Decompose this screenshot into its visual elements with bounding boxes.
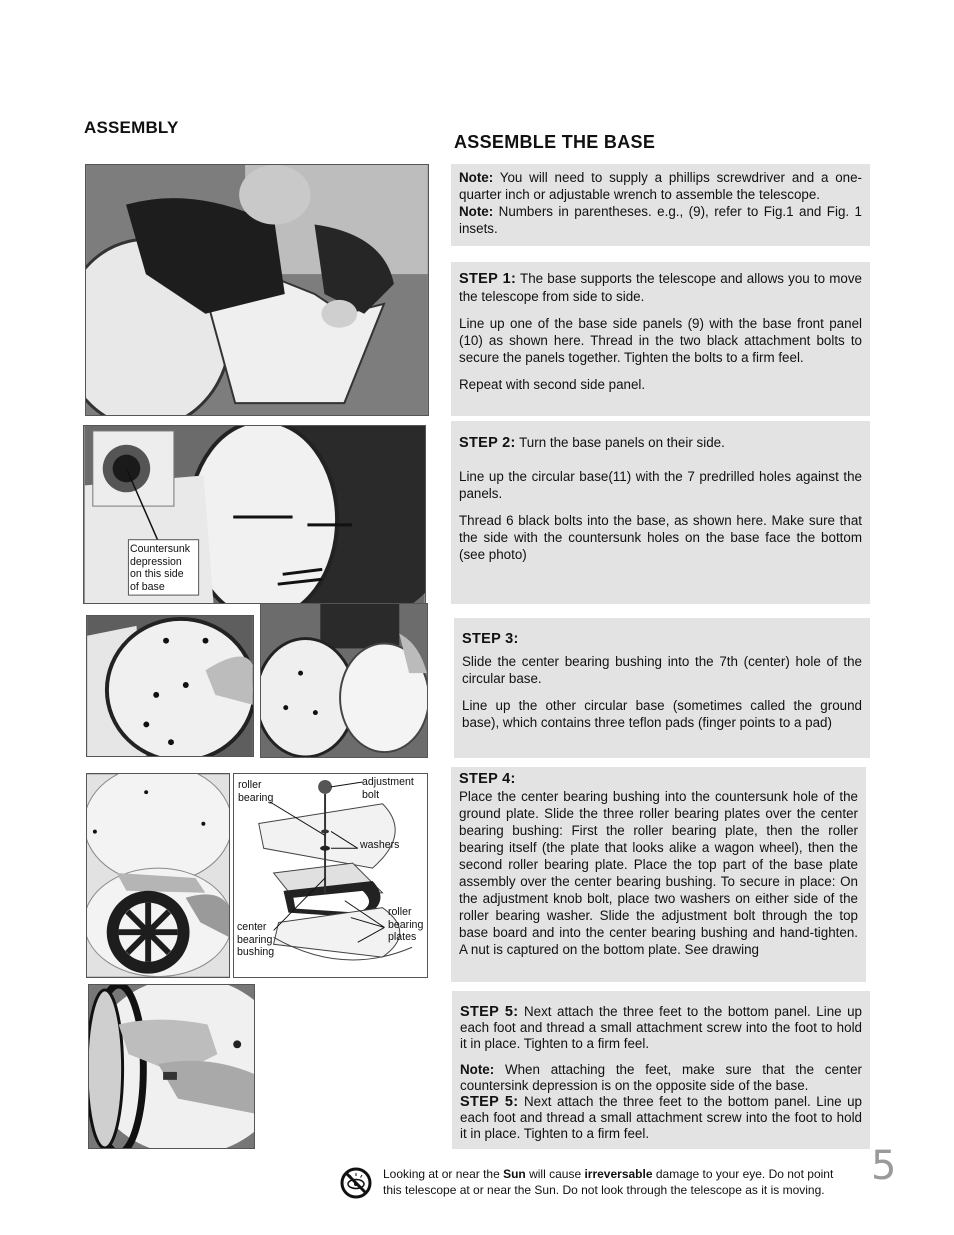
section-title-assembly: ASSEMBLY [84, 118, 179, 137]
note-text: You will need to supply a phillips screwdriver and a one-quarter inch or adjustable wrench to assemble the telescope. [459, 170, 862, 202]
step3-box [454, 618, 870, 758]
step5-note-label: Note: [460, 1062, 495, 1077]
step5-box [452, 991, 870, 1149]
photo-step1-image [86, 165, 428, 415]
photo-step5 [88, 984, 255, 1149]
step5-note-text: When attaching the feet, make sure that the center countersink depression is on the opposite side of the base. [460, 1062, 862, 1093]
no-sun-eye-icon [340, 1167, 372, 1199]
photo-step4-left-image [87, 774, 229, 977]
step4-label: STEP 4: [459, 771, 516, 787]
step3-paragraph: Slide the center bearing bushing into the 7th (center) hole of the circular base. [462, 654, 862, 686]
photo-step3-left-image [87, 616, 253, 756]
step1-paragraph: Line up one of the base side panels (9) with the base front panel (10) as shown here. Thread in the two black attachment bolts to secure the panels together. Tighten the bolts to a firm feel. [459, 316, 862, 365]
callout-adjustment-bolt: adjustment bolt [362, 776, 414, 801]
callout-roller-bearing-plates: roller bearing plates [388, 906, 424, 943]
photo-step4-left [86, 773, 230, 978]
step5-paragraph: Next attach the three feet to the bottom panel. Line up each foot and thread a small attachment screw into the foot to hold it in place. Tighten to a firm feel. [460, 1004, 862, 1051]
photo-step3-left [86, 615, 254, 757]
note-label: Note: [459, 170, 494, 185]
step1-intro: The base supports the telescope and allows you to move the telescope from side to side. [459, 271, 863, 304]
step1-label: STEP 1: [459, 271, 517, 287]
callout-washers: washers [360, 839, 400, 851]
step1-paragraph: Repeat with second side panel. [459, 377, 646, 392]
callout-center-bearing-bushing: center bearing bushing [237, 921, 275, 958]
section-title-assemble-base: ASSEMBLE THE BASE [454, 132, 656, 152]
step3-label: STEP 3: [462, 631, 519, 647]
note-text: Numbers in parentheses. e.g., (9), refer to Fig.1 and Fig. 1 insets. [459, 204, 862, 236]
page-number: 5 [871, 1143, 897, 1189]
note-box [451, 164, 870, 246]
step2-paragraph: Thread 6 black bolts into the base, as shown here. Make sure that the side with the countersunk holes on the base face the bottom (see photo) [459, 513, 862, 562]
photo-step3-right-image [261, 604, 427, 757]
photo-step1 [85, 164, 429, 416]
callout-roller-bearing: roller bearing [238, 779, 274, 804]
step2-box [451, 421, 870, 604]
step2-intro: Turn the base panels on their side. [515, 435, 725, 450]
step5-label: STEP 5: [460, 1094, 519, 1110]
photo-step3-right [260, 603, 428, 758]
step5-paragraph: Next attach the three feet to the bottom panel. Line up each foot and thread a small attachment screw into the foot to hold it in place. Tighten to a firm feel. [460, 1094, 862, 1141]
callout-countersunk: Countersunk depression on this side of base [130, 543, 191, 593]
step3-paragraph: Line up the other circular base (sometimes called the ground base), which contains three teflon pads (finger points to a pad) [462, 698, 862, 730]
step1-box [451, 262, 870, 416]
step2-paragraph: Line up the circular base(11) with the 7 predrilled holes against the panels. [459, 469, 862, 501]
step4-box [451, 767, 866, 982]
warning-text: Looking at or near the Sun will cause irreversable damage to your eye. Do not point this telescope at or near the Sun. Do not look through the telescope as it is moving. [383, 1167, 834, 1197]
photo-step5-image [89, 985, 254, 1148]
step2-label: STEP 2: [459, 435, 516, 451]
step5-label: STEP 5: [460, 1004, 519, 1020]
step4-paragraph: Place the center bearing bushing into the countersunk hole of the ground plate. Slide the three roller bearing plates over the center bearing bushing: First the roller bearing plate, then the roller bearing itself (the plate that looks alike a wagon wheel), then the second roller bearing plate. Place the top part of the base plate assembly over the center bearing bushing. To secure in place: On the adjustment knob bolt, place two washers on either side of the roller bearing washer. Slide the adjustment bolt through the top base board and into the center bearing bushing and hand-tighten. A nut is captured on the bottom plate. See drawing [459, 789, 858, 957]
note-label: Note: [459, 204, 494, 219]
